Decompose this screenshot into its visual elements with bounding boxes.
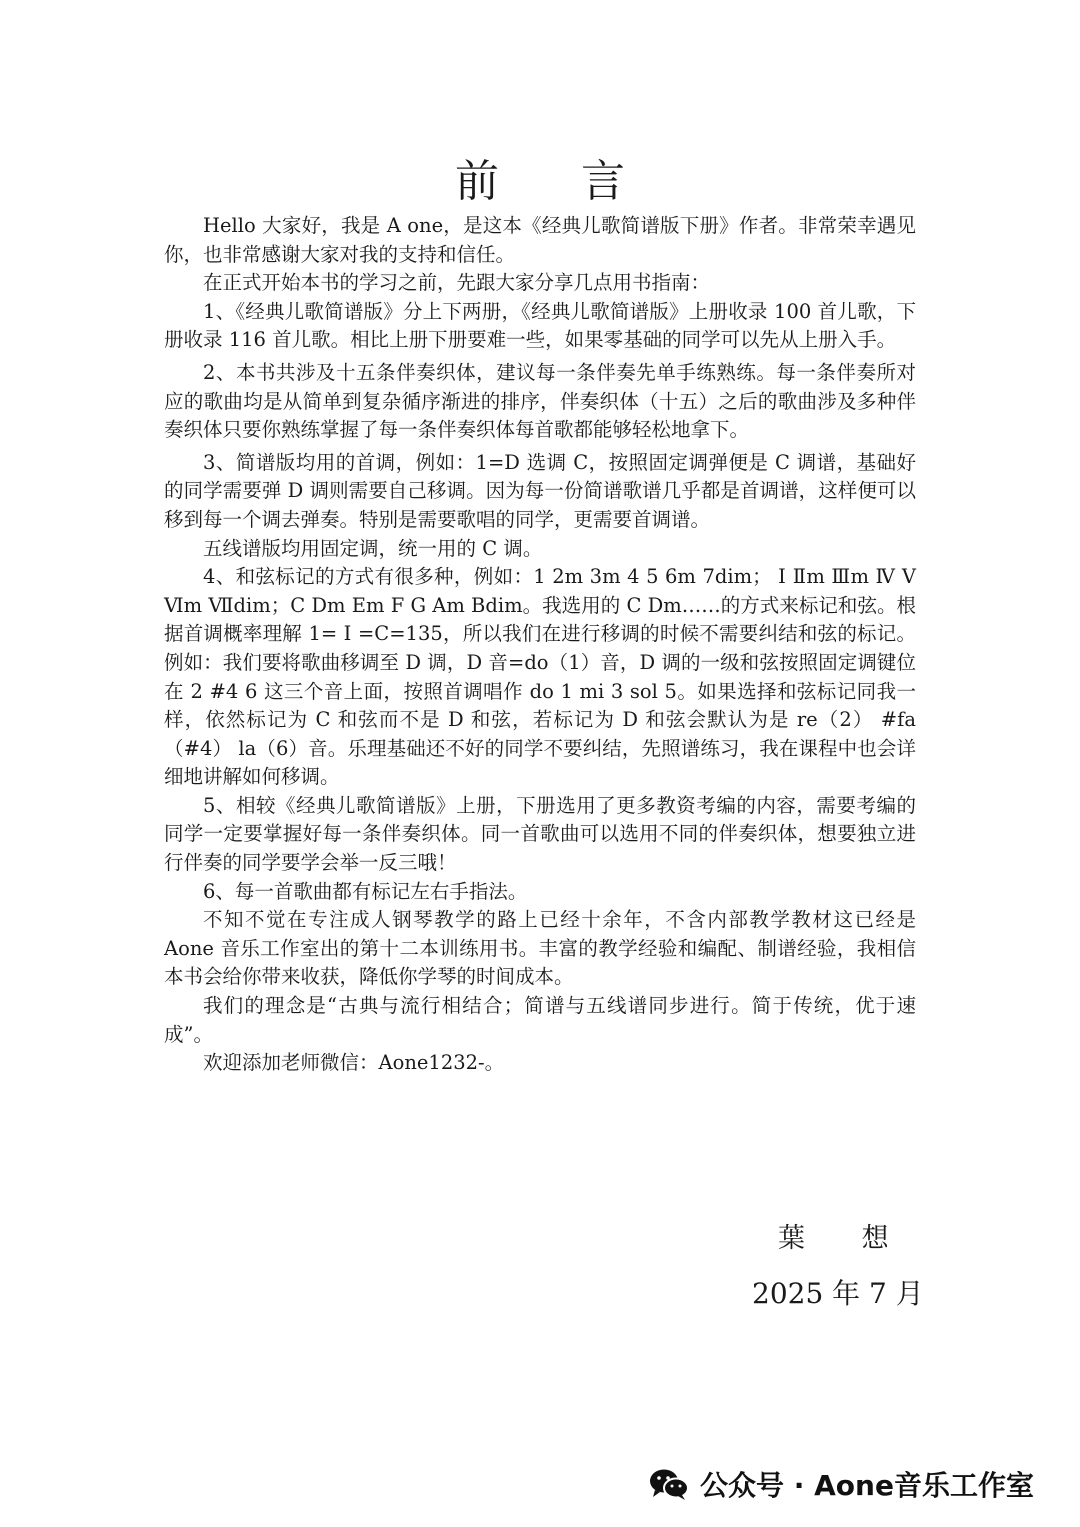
preface-body <box>164 212 916 1078</box>
paragraph-item-5: 5、相较《经典儿歌简谱版》上册，下册选用了更多教资考编的内容，需要考编的同学一定要掌握好每一条伴奏织体。同一首歌曲可以选用不同的伴奏织体，想要独立进行伴奏的同学要学会举一反三哦！ <box>164 793 916 875</box>
paragraph-contact: 欢迎添加老师微信：Aone1232-。 <box>203 1051 505 1075</box>
paragraph-item-6: 6、每一首歌曲都有标记左右手指法。 <box>203 879 528 903</box>
paragraph-item-3: 3、简谱版均用的首调，例如：1=D 选调 C，按照固定调弹便是 C 调谱，基础好的同学需要弹 D 调则需要自己移调。因为每一份简谱歌谱几乎都是首调谱，这样便可以移到每一个调去弹奏。特别是需要歌唱的同学，更需要首调谱。 <box>164 450 916 531</box>
paragraph-staff-note: 五线谱版均用固定调，统一用的 C 调。 <box>203 536 543 560</box>
page-title: 前 言 <box>455 156 659 207</box>
paragraph-item-1: 1、《经典儿歌简谱版》分上下两册，《经典儿歌简谱版》上册收录 100 首儿歌，下册收录 116 首儿歌。相比上册下册要难一些，如果零基础的同学可以先从上册入手。 <box>164 299 916 352</box>
paragraph-item-4: 4、和弦标记的方式有很多种，例如：1 2m 3m 4 5 6m 7dim； Ⅰ Ⅱm Ⅲm Ⅳ Ⅴ Ⅵm Ⅶdim；C Dm Em F G Am Bdim。我选用的 C Dm……的方式来标记和弦。根据首调概率理解 1= Ⅰ =C=135，所以我们在进行移调的时候不需要纠结和弦的标记。例如：我们要将歌曲移调至 D 调，D 音=do（1）音，D 调的一级和弦按照固定调键位在 2 #4 6 这三个音上面，按照首调唱作 do 1 mi 3 sol 5。如果选择和弦标记同我一样，依然标记为 C 和弦而不是 D 和弦，若标记为 D 和弦会默认为是 re（2） #fa（#4） la（6）音。乐理基础还不好的同学不要纠结，先照谱练习，我在课程中也会详细地讲解如何移调。 <box>164 565 916 789</box>
paragraph-intro: 在正式开始本书的学习之前，先跟大家分享几点用书指南： <box>203 271 711 295</box>
author-signature: 葉 想 <box>778 1223 913 1254</box>
watermark-text: 公众号 · Aone音乐工作室 <box>700 1469 1034 1502</box>
paragraph-item-2: 2、本书共涉及十五条伴奏织体，建议每一条伴奏先单手练熟练。每一条伴奏所对应的歌曲均是从简单到复杂循序渐进的排序，伴奏织体（十五）之后的歌曲涉及多种伴奏织体只要你熟练掌握了每一条伴奏织体每首歌都能够轻松地拿下。 <box>164 360 916 442</box>
wechat-icon <box>648 1466 690 1502</box>
preface-date: 2025 年 7 月 <box>752 1277 924 1310</box>
paragraph-greeting: Hello 大家好，我是 A one，是这本《经典儿歌简谱版下册》作者。非常荣幸遇见你，也非常感谢大家对我的支持和信任。 <box>164 214 916 266</box>
watermark <box>648 1462 1034 1506</box>
paragraph-philosophy: 我们的理念是“古典与流行相结合；简谱与五线谱同步进行。简于传统，优于速成”。 <box>164 994 916 1046</box>
paragraph-experience: 不知不觉在专注成人钢琴教学的路上已经十余年，不含内部教学教材这已经是 Aone 音乐工作室出的第十二本训练用书。丰富的教学经验和编配、制谱经验，我相信本书会给你带来收获，降低你学琴的时间成本。 <box>164 908 916 989</box>
